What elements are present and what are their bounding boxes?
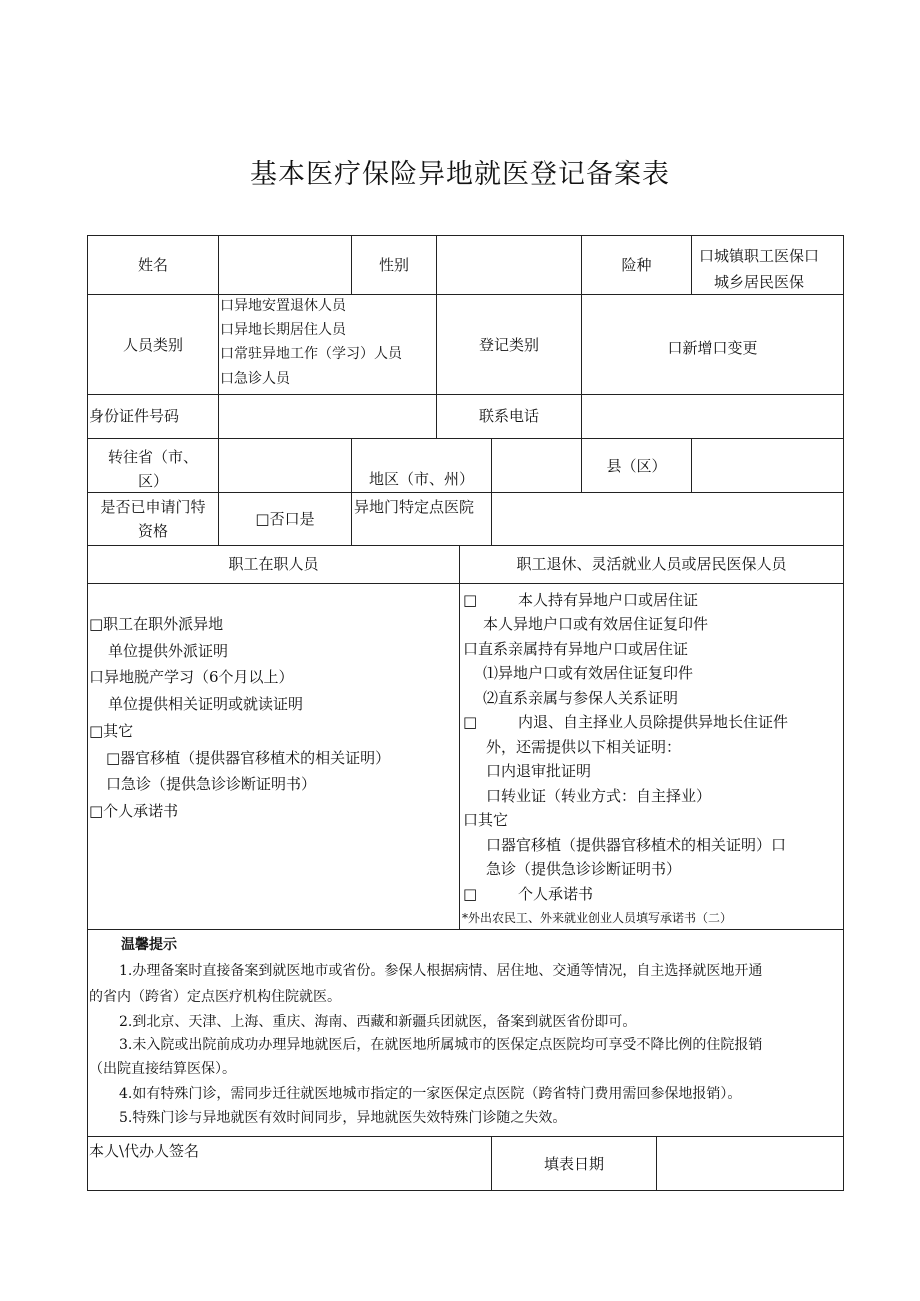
special-clinic-label: 是否已申请门特 <box>100 498 206 516</box>
right-item: 本人持有异地户口或居住证 <box>518 591 699 609</box>
phone-field[interactable] <box>582 395 843 438</box>
tip-text: 1.办理备案时直接备案到就医地市或省份。参保人根据病情、居住地、交通等情况，自主选择就医地开通 <box>119 963 763 979</box>
id-number-label: 身份证件号码 <box>89 407 180 425</box>
register-type-options[interactable]: 口新增口变更 <box>667 339 758 357</box>
province-label: 转往省（市、 <box>107 448 198 466</box>
insurance-label: 险种 <box>621 256 652 274</box>
tip-text: 的省内（跨省）定点医疗机构住院就医。 <box>89 989 341 1005</box>
right-item-checkbox[interactable]: □ <box>463 591 478 609</box>
gender-label: 性别 <box>378 256 409 274</box>
special-hospital-field[interactable] <box>492 493 843 545</box>
left-item[interactable]: 口急诊（提供急诊诊断证明书） <box>106 775 317 793</box>
city-label: 地区（市、州） <box>368 470 474 488</box>
right-item: ⑵直系亲属与参保人关系证明 <box>483 689 679 707</box>
right-item[interactable]: 口转业证（转业方式：自主择业） <box>486 787 712 805</box>
right-item-checkbox[interactable]: □ <box>463 713 478 731</box>
name-label: 姓名 <box>137 256 168 274</box>
insurance-option-resident[interactable]: 城乡居民医保 <box>714 273 805 291</box>
right-item[interactable]: 口器官移植（提供器官移植术的相关证明）口 <box>486 836 787 854</box>
register-type-label: 登记类别 <box>478 336 539 354</box>
name-field[interactable] <box>219 236 351 294</box>
right-item-note: *外出农民工、外来就业创业人员填写承诺书（二） <box>462 911 733 925</box>
section-header-employed: 职工在职人员 <box>228 555 319 573</box>
special-hospital-label: 异地门特定点医院 <box>354 498 475 516</box>
person-type-option[interactable]: 口常驻异地工作（学习）人员 <box>220 346 402 362</box>
left-item[interactable]: □职工在职外派异地 <box>89 615 224 633</box>
county-field[interactable] <box>692 439 843 492</box>
tip-text: 5.特殊门诊与异地就医有效时间同步，异地就医失效特殊门诊随之失效。 <box>119 1110 567 1126</box>
tip-text: 2.到北京、天津、上海、重庆、海南、西藏和新疆兵团就医，备案到就医省份即可。 <box>119 1014 637 1030</box>
person-type-option[interactable]: 口异地长期居住人员 <box>220 322 346 338</box>
date-label: 填表日期 <box>543 1155 604 1173</box>
signature-field[interactable] <box>88 1162 491 1190</box>
right-item[interactable]: 急诊（提供急诊诊断证明书） <box>486 860 682 878</box>
tip-text: （出院直接结算医保）。 <box>89 1061 236 1077</box>
province-label-cont: 区） <box>137 472 168 490</box>
section-header-retired: 职工退休、灵活就业人员或居民医保人员 <box>516 555 787 573</box>
province-field[interactable] <box>219 439 351 492</box>
right-item: 内退、自主择业人员除提供异地长住证件 <box>518 713 789 731</box>
city-field[interactable] <box>492 439 581 492</box>
right-item-checkbox[interactable]: □ <box>463 885 478 903</box>
date-field[interactable] <box>657 1137 843 1190</box>
form-title: 基本医疗保险异地就医登记备案表 <box>250 159 670 190</box>
right-item[interactable]: 口直系亲属持有异地户口或居住证 <box>463 640 689 658</box>
person-type-label: 人员类别 <box>122 336 183 354</box>
left-item: 单位提供相关证明或就读证明 <box>108 695 304 713</box>
right-item: ⑴异地户口或有效居住证复印件 <box>483 664 694 682</box>
left-item[interactable]: 口异地脱产学习（6个月以上） <box>89 668 294 686</box>
tips-heading: 温馨提示 <box>121 937 177 953</box>
county-label: 县（区） <box>606 457 667 475</box>
left-item[interactable]: □其它 <box>89 722 134 740</box>
tip-text: 3.未入院或出院前成功办理异地就医后，在就医地所属城市的医保定点医院均可享受不降比例的住院报销 <box>119 1037 763 1053</box>
left-item: 单位提供外派证明 <box>108 642 229 660</box>
left-item[interactable]: □个人承诺书 <box>89 802 179 820</box>
phone-label: 联系电话 <box>478 407 539 425</box>
person-type-option[interactable]: 口急诊人员 <box>220 371 290 387</box>
special-clinic-options[interactable]: □否口是 <box>255 510 315 528</box>
signature-label: 本人\代办人签名 <box>89 1142 200 1160</box>
special-clinic-label-cont: 资格 <box>137 522 168 540</box>
right-item: 本人异地户口或有效居住证复印件 <box>483 615 709 633</box>
right-item: 外，还需提供以下相关证明： <box>486 738 682 756</box>
right-item: 个人承诺书 <box>518 885 594 903</box>
left-item[interactable]: □器官移植（提供器官移植术的相关证明） <box>106 749 391 767</box>
right-item[interactable]: 口内退审批证明 <box>486 762 592 780</box>
tip-text: 4.如有特殊门诊，需同步迁往就医地城市指定的一家医保定点医院（跨省特门费用需回参保地报销）。 <box>119 1086 742 1102</box>
insurance-option-employee[interactable]: 口城镇职工医保口 <box>699 247 820 265</box>
id-number-field[interactable] <box>219 395 436 438</box>
gender-field[interactable] <box>437 236 581 294</box>
right-item[interactable]: 口其它 <box>463 811 509 829</box>
person-type-option[interactable]: 口异地安置退休人员 <box>220 298 346 314</box>
